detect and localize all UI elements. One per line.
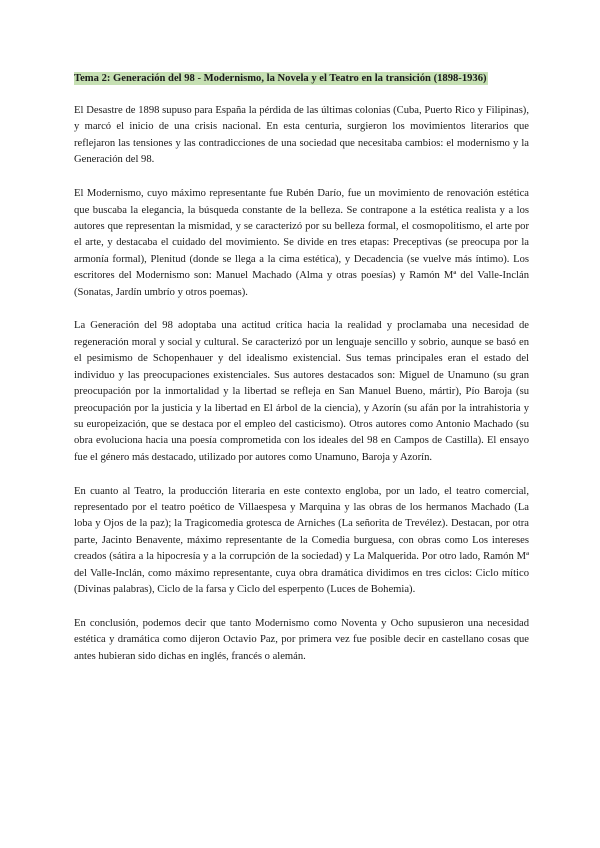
paragraph-modernismo: El Modernismo, cuyo máximo representante fue Rubén Darío, fue un movimiento de renovación estética que buscaba la elegancia, la búsqueda constante de la belleza. Se contrapone a la estética realista y a los autores que representan la mismidad, y se caracterizó por su belleza formal, el cosmopolitismo, el arte por el arte, y destacaba el cuidado del movimiento. Se divide en tres etapas: Preceptivas (se preocupa por la armonía formal), Plenitud (donde se llega a la cima estética), y Decadencia (se vuelve más íntimo). Los escritores del Modernismo son: Manuel Machado (Alma y otras poesías) y Ramón Mª del Valle-Inclán (Sonatas, Jardín umbrío y otros poemas). (74, 188, 529, 298)
paragraph-conclusion: En conclusión, podemos decir que tanto Modernismo como Noventa y Ocho supusieron una necesidad estética y dramática como dijeron Octavio Paz, por primera vez fue posible decir en castellano cosas que antes hubieran sido dichas en inglés, francés o alemán. (74, 617, 529, 662)
paragraph-generacion-98: La Generación del 98 adoptaba una actitud crítica hacia la realidad y proclamaba una necesidad de regeneración moral y social y cultural. Se caracterizó por un lenguaje sencillo y sobrio, aunque se basó en el pesimismo de Schopenhauer y del idealismo existencial. Sus temas principales eran el estado del individuo y las preocupaciones existenciales. Sus autores destacados son: Miguel de Unamuno (su gran preocupación por la inmortalidad y la libertad se refleja en San Manuel Bueno, mártir), Pío Baroja (su preocupación por la justicia y la libertad en El árbol de la ciencia), y Azorín (su afán por la intrahistoria y su europeización, que se destaca por el empleo del casticismo). Otros autores como Antonio Machado (su obra evoluciona hacia una poesía comprometida con los ideales del 98 en Campos de Castilla). El ensayo fue el género más destacado, utilizado por autores como Unamuno, Baroja y Azorín. (74, 320, 529, 463)
paragraph-teatro: En cuanto al Teatro, la producción literaria en este contexto engloba, por un lado, el teatro comercial, representado por el teatro poético de Villaespesa y Marquina y las obras de los hermanos Machado (La loba y Ojos de la paz); la Tragicomedia grotesca de Arniches (La señorita de Trevélez). Destacan, por otra parte, Jacinto Benavente, máximo representante de la Comedia burguesa, con obras como Los intereses creados (sátira a la hipocresía y a la corrupción de la sociedad) y La Malquerida. Por otro lado, Ramón Mª del Valle-Inclán, como máximo representante, cuya obra dramática dividimos en tres ciclos: Ciclo mítico (Divinas palabras), Ciclo de la farsa y Ciclo del esperpento (Luces de Bohemia). (74, 485, 529, 596)
document-title-line (74, 71, 529, 86)
document-title: Tema 2: Generación del 98 - Modernismo, la Novela y el Teatro en la transición (1898-1936) (74, 73, 487, 84)
paragraph-desastre-98: El Desastre de 1898 supuso para España la pérdida de las últimas colonias (Cuba, Puerto Rico y Filipinas), y marcó el inicio de una crisis nacional. En esta centuria, surgieron los movimientos literarios que reflejaron las tensiones y las contradicciones de una sociedad que necesitaba cambios: el modernismo y la Generación del 98. (74, 105, 529, 166)
